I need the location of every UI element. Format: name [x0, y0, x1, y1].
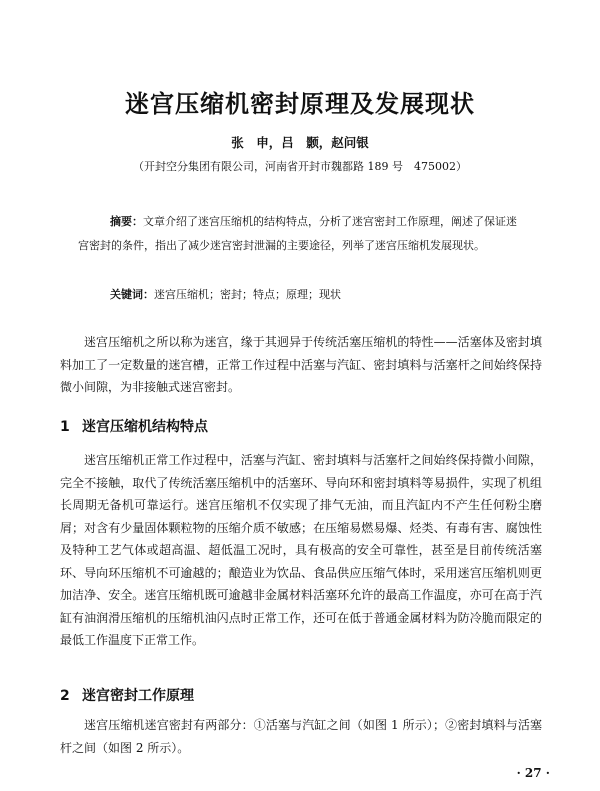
section-1-title: 迷宫压缩机结构特点: [82, 419, 208, 435]
intro-paragraph: 迷宫压缩机之所以称为迷宫，缘于其迥异于传统活塞压缩机的特性——活塞体及密封填料加工了一定数量的迷宫槽，正常工作过程中活塞与汽缸、密封填料与活塞杆之间始终保持微小间隙，为非接触式迷宫密封。: [60, 335, 542, 394]
abstract-text: 文章介绍了迷宫压缩机的结构特点，分析了迷宫密封工作原理，阐述了保证迷宫密封的条件，指出了减少迷宫密封泄漏的主要途径，列举了迷宫压缩机发展现状。: [78, 215, 517, 252]
section-2-paragraph: 迷宫压缩机迷宫密封有两部分：①活塞与汽缸之间（如图 1 所示）；②密封填料与活塞杆之间（如图 2 所示）。: [60, 718, 542, 755]
article-title: 迷宫压缩机密封原理及发展现状: [125, 90, 475, 118]
keywords: [110, 286, 530, 302]
section-1-number: 1: [60, 419, 70, 435]
author-affiliation: （开封空分集团有限公司，河南省开封市魏都路 189 号 475002）: [133, 160, 467, 173]
section-2-heading: [60, 685, 542, 705]
abstract: [78, 210, 523, 258]
section-1-paragraph: 迷宫压缩机正常工作过程中，活塞与汽缸、密封填料与活塞杆之间始终保持微小间隙，完全不接触，取代了传统活塞压缩机中的活塞环、导向环和密封填料等易损件，实现了机组长周期无备机可靠运行。迷宫压缩机不仅实现了排气无油，而且汽缸内不产生任何粉尘磨屑；对含有少量固体颗粒物的压缩介质不敏感；在压缩易燃易爆、烃类、有毒有害、腐蚀性及特种工艺气体或超高温、超低温工况时，具有极高的安全可靠性，甚至是目前传统活塞环、导向环压缩机不可逾越的；酿造业为饮品、食品供应压缩气体时，采用迷宫压缩机则更加洁净、安全。迷宫压缩机既可逾越非金属材料活塞环允许的最高工作温度，亦可在高于汽缸有油润滑压缩机的压缩机油闪点时正常工作，还可在低于普通金属材料为防冷脆而限定的最低工作温度下正常工作。: [60, 453, 542, 647]
page-number: · 27 ·: [516, 766, 550, 780]
section-2-title: 迷宫密封工作原理: [82, 688, 194, 704]
keywords-text: 迷宫压缩机；密封；特点；原理；现状: [154, 288, 341, 301]
section-2-number: 2: [60, 688, 70, 704]
keywords-label: 关键词：: [110, 288, 154, 301]
abstract-label: 摘要：: [110, 215, 143, 228]
section-1-heading: [60, 416, 542, 436]
article-authors: 张 申，吕 颢，赵问银: [231, 135, 369, 150]
